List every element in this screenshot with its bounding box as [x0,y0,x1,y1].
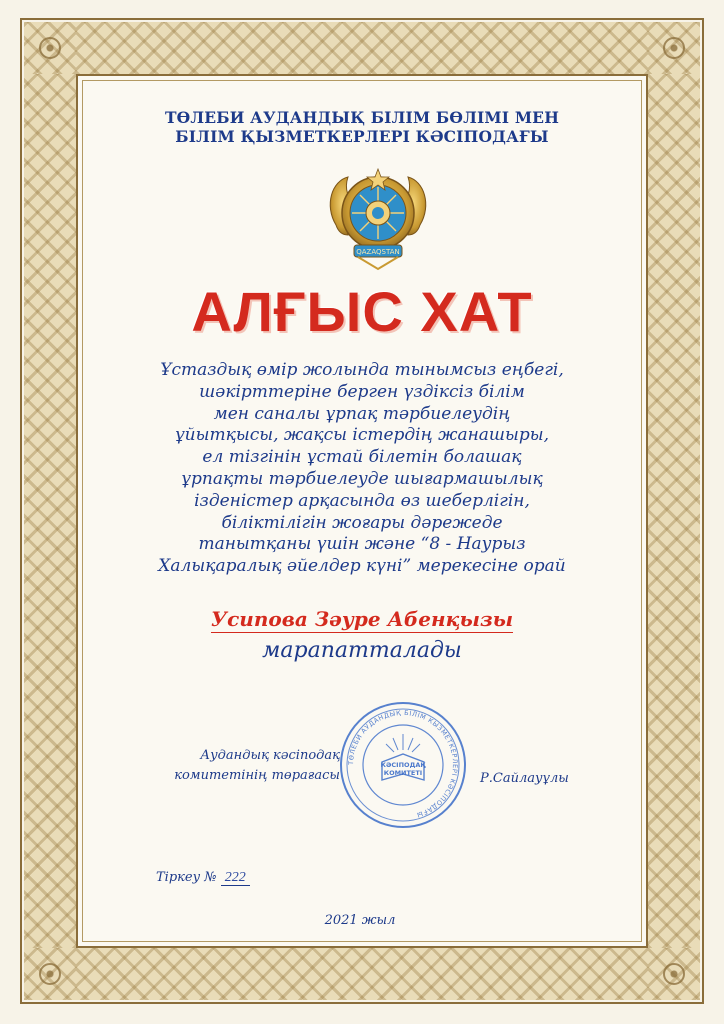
signatory-position-line2: комитетінің төрағасы [174,768,340,783]
citation-line: біліктілігін жоғары дәрежеде [221,512,503,533]
stamp-center-line2: КОМИТЕТІ [383,769,423,777]
registration-label: Тіркеу № [156,870,217,885]
recipient-name: Усипова Зәуре Абенқызы [210,607,514,631]
signatory-position-line1: Аудандық кәсіподақ [200,748,340,763]
registration-number: 222 [221,870,250,886]
corner-rosette [39,963,61,985]
corner-rosette [39,37,61,59]
signatory-position [140,746,340,786]
issuer-heading-line1: ТӨЛЕБИ АУДАНДЫҚ БІЛІМ БӨЛІМІ МЕН [164,108,560,127]
citation-line: мен саналы ұрпақ тәрбиелеудің [213,403,511,424]
registration-line [156,868,250,888]
stamp-ring-text: ТӨЛЕБИ АУДАНДЫҚ БІЛІМ КЫЗМЕТКЕРЛЕРІ КӘСІПОДАҒЫ [346,708,460,820]
corner-rosette [663,963,685,985]
official-stamp-icon [338,700,468,830]
citation-line: шәкірттеріне берген үздіксіз білім [199,381,525,402]
signatory-name: Р.Сайлауұлы [480,771,569,786]
citation-text [140,360,584,578]
emblem-ribbon-text: QAZAQSTAN [356,248,400,256]
citation-line: ел тізгінін ұстай білетін болашақ [202,447,522,468]
citation-line: ұйытқысы, жақсы істердің жанашыры, [174,425,550,446]
citation-line: ұрпақты тәрбиелеуде шығармашылық [181,468,543,489]
issuer-heading [140,108,584,146]
issue-year: 2021 жыл [324,913,396,928]
issuer-heading-line2: БІЛІМ ҚЫЗМЕТКЕРЛЕРІ КӘСІПОДАҒЫ [175,127,549,146]
corner-rosette [663,37,685,59]
citation-line: танытқаны үшін және “8 - Наурыз [198,534,526,555]
stamp-center-line1: КӘСІПОДАҚ [380,761,426,769]
state-emblem-icon [318,165,438,273]
citation-line: ізденістер арқасында өз шеберлігін, [194,490,530,511]
citation-line: Халықаралық әйелдер күні” мерекесіне орай [158,556,566,577]
citation-line: Ұстаздық өмір жолында тынымсыз еңбегі, [160,360,564,380]
awarded-phrase: марапатталады [262,638,462,663]
recipient-name-block [140,606,584,632]
document-title: АЛҒЫС ХАТ [191,280,533,343]
